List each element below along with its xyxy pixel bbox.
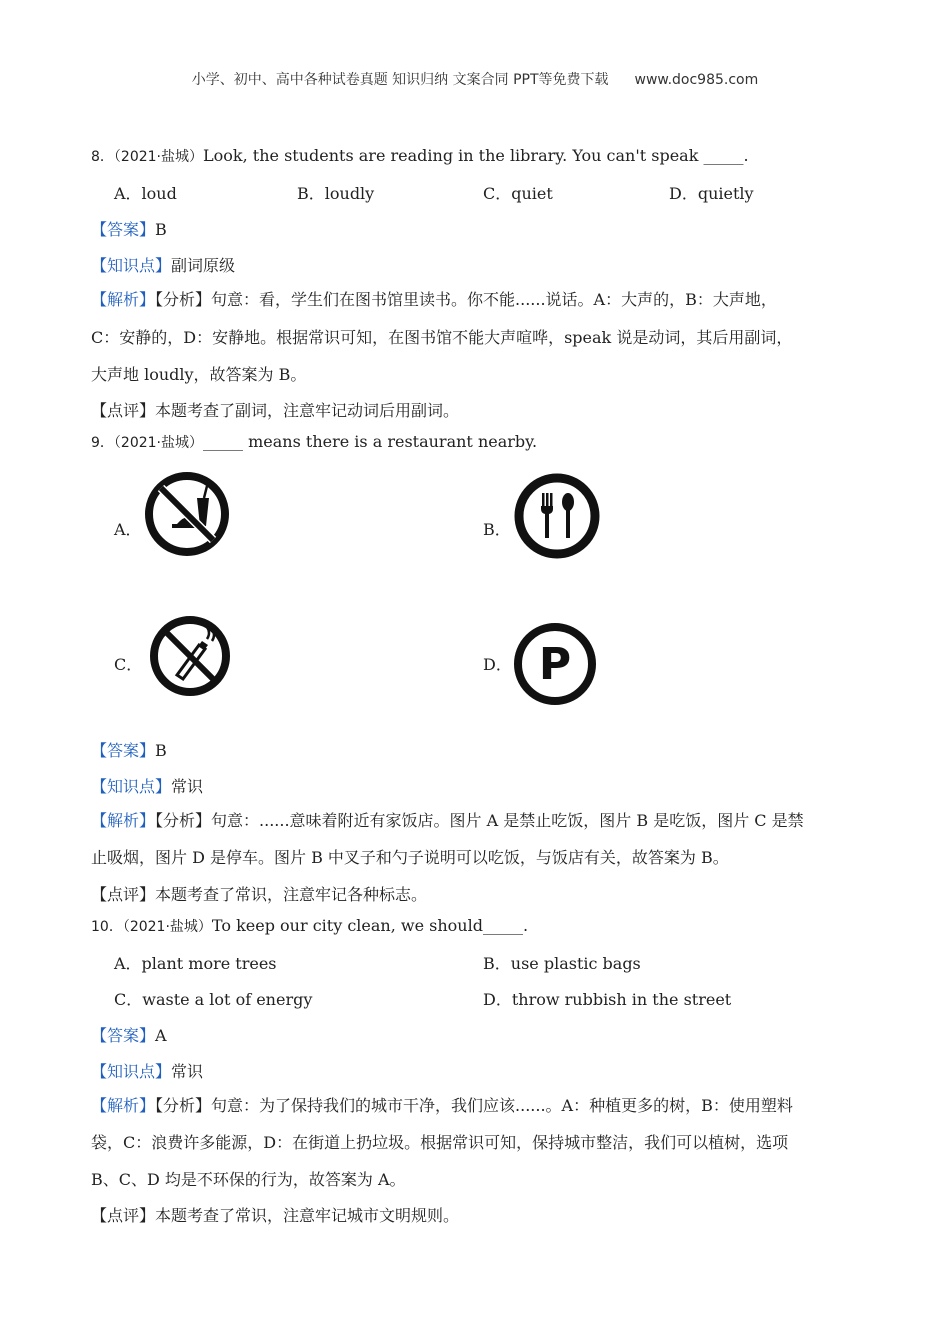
page-header — [0, 69, 950, 89]
q8-option-c: C．quiet — [483, 184, 553, 203]
q10-analysis-line-2: 袋，C：浪费许多能源，D：在街道上扔垃圾。根据常识可知，保持城市整洁，我们可以植树，选项 — [91, 1133, 789, 1152]
fenxi-label: 【分析】 — [155, 1096, 212, 1115]
knowledge-label: 【知识点】 — [91, 777, 172, 796]
q10-comment — [91, 1203, 459, 1226]
q8-analysis-line-1 — [91, 287, 777, 310]
answer-value: A — [155, 1026, 167, 1045]
fenxi-label: 【分析】 — [155, 290, 212, 309]
comment-label: 【点评】 — [91, 885, 156, 904]
q8-answer — [91, 217, 167, 240]
question-stem: To keep our city clean, we should_____. — [211, 916, 529, 935]
q9-analysis-line-2: 止吸烟，图片 D 是停车。图片 B 中叉子和勺子说明可以吃饭，与饭店有关，故答案为 B。 — [91, 848, 729, 867]
question-stem: _____ means there is a restaurant nearby. — [203, 432, 538, 451]
header-url[interactable]: www.doc985.com — [634, 72, 759, 88]
q10-analysis-line-1 — [91, 1093, 793, 1116]
analysis-text: 句意：看，学生们在图书馆里读书。你不能......说话。A：大声的，B：大声地， — [211, 290, 777, 309]
knowledge-value: 常识 — [171, 777, 204, 796]
q8-analysis-line-3: 大声地 loudly，故答案为 B。 — [91, 365, 307, 384]
q9-stem-line — [91, 432, 537, 452]
q8-option-d: D．quietly — [669, 184, 754, 203]
question-number: 10． — [91, 919, 123, 935]
q9-knowledge — [91, 774, 203, 797]
q9-comment — [91, 882, 427, 905]
q9-option-b-label: B． — [483, 520, 511, 539]
answer-label: 【答案】 — [91, 1026, 156, 1045]
no-smoking-sign-icon — [147, 613, 233, 699]
answer-label: 【答案】 — [91, 741, 156, 760]
q8-option-b: B．loudly — [297, 184, 375, 203]
q10-option-b: B．use plastic bags — [483, 954, 641, 973]
q9-option-a-label: A． — [114, 520, 142, 539]
knowledge-label: 【知识点】 — [91, 1062, 172, 1081]
comment-text: 本题考查了常识，注意牢记各种标志。 — [155, 885, 428, 904]
q10-option-a: A．plant more trees — [114, 954, 277, 973]
question-source: （2021·盐城） — [122, 919, 212, 935]
q10-answer — [91, 1023, 167, 1046]
q9-option-c-label: C． — [114, 655, 143, 674]
question-number: 8． — [91, 149, 114, 165]
comment-text: 本题考查了副词，注意牢记动词后用副词。 — [155, 401, 460, 420]
knowledge-value: 常识 — [171, 1062, 204, 1081]
q10-option-d: D．throw rubbish in the street — [483, 990, 732, 1009]
q8-option-a: A．loud — [114, 184, 177, 203]
q8-knowledge — [91, 253, 235, 276]
knowledge-label: 【知识点】 — [91, 256, 172, 275]
parking-sign-icon — [511, 621, 599, 709]
q8-analysis-line-2: C：安静的，D：安静地。根据常识可知，在图书馆不能大声喧哗，speak 说是动词，其后用副词， — [91, 328, 793, 347]
answer-value: B — [155, 741, 167, 760]
question-number: 9． — [91, 435, 114, 451]
q8-stem-line — [91, 146, 749, 166]
analysis-label: 【解析】 — [91, 1096, 156, 1115]
parking-letter: P — [538, 639, 572, 690]
q8-comment — [91, 398, 459, 421]
question-stem: Look, the students are reading in the library. You can't speak _____. — [203, 146, 749, 165]
answer-value: B — [155, 220, 167, 239]
fenxi-label: 【分析】 — [155, 811, 212, 830]
q10-stem-line — [91, 916, 528, 936]
question-source: （2021·盐城） — [113, 435, 204, 451]
comment-label: 【点评】 — [91, 1206, 156, 1225]
q9-option-d-label: D． — [483, 655, 512, 674]
comment-text: 本题考查了常识，注意牢记城市文明规则。 — [155, 1206, 460, 1225]
q10-knowledge — [91, 1059, 203, 1082]
q9-answer — [91, 738, 167, 761]
comment-label: 【点评】 — [91, 401, 156, 420]
q9-analysis-line-1 — [91, 808, 804, 831]
no-food-drink-sign-icon — [143, 470, 231, 558]
answer-label: 【答案】 — [91, 220, 156, 239]
q10-option-c: C．waste a lot of energy — [114, 990, 313, 1009]
analysis-text: 句意：......意味着附近有家饭店。图片 A 是禁止吃饭，图片 B 是吃饭，图片 C 是禁 — [211, 811, 804, 830]
analysis-label: 【解析】 — [91, 290, 156, 309]
question-source: （2021·盐城） — [113, 149, 204, 165]
knowledge-value: 副词原级 — [171, 256, 236, 275]
analysis-label: 【解析】 — [91, 811, 156, 830]
q10-analysis-line-3: B、C、D 均是不环保的行为，故答案为 A。 — [91, 1170, 406, 1189]
fork-spoon-restaurant-sign-icon — [512, 471, 602, 561]
header-text: 小学、初中、高中各种试卷真题 知识归纳 文案合同 PPT等免费下载 — [191, 72, 609, 88]
analysis-text: 句意：为了保持我们的城市干净，我们应该......。A：种植更多的树，B：使用塑料 — [211, 1096, 793, 1115]
